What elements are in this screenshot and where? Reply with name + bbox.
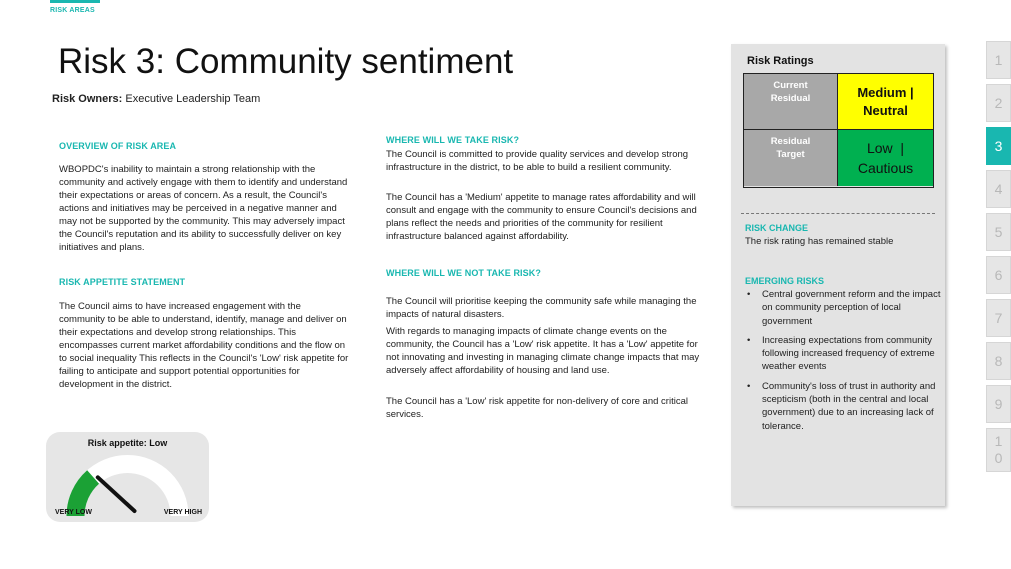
take-risk-paragraph-2: The Council has a 'Medium' appetite to manage rates affordability and will consult and engage with the community to ensure Council's decisions and plans reflect the needs and priorities of the community for resilient infrastructure balanced against affordability. <box>386 192 697 242</box>
appetite-text: The Council aims to have increased engagement with the community to be able to understand, identify, manage and deliver on their expectations and develop strong relationships. This encompasses current market affordability conditions and the flow on to social inequality This reflects in the Council's 'Low' risk appetite for failing to anticipate and support potential opportunities for development in the district. <box>59 301 349 390</box>
nav-tab-5[interactable]: 5 <box>986 213 1011 251</box>
nav-tab-3[interactable]: 3 <box>986 127 1011 165</box>
list-item: • Central government reform and the impact on community perception of local government <box>745 288 941 328</box>
residual-target-value: Low | Cautious <box>838 130 933 186</box>
risk-owners-label: Risk Owners: <box>52 93 123 105</box>
emerging-risks-heading: EMERGING RISKS <box>745 276 825 286</box>
top-accent-bar <box>50 0 100 3</box>
not-take-risk-paragraph-1: The Council will prioritise keeping the community safe while managing the impacts of natural disasters. <box>386 296 697 320</box>
nav-tab-8[interactable]: 8 <box>986 342 1011 380</box>
risk-appetite-gauge <box>46 432 209 522</box>
emerging-risks-list <box>745 288 941 439</box>
not-take-risk-paragraph-3: The Council has a 'Low' risk appetite for non-delivery of core and critical services. <box>386 396 688 420</box>
risk-change-text: The risk rating has remained stable <box>745 236 894 247</box>
nav-tab-7[interactable]: 7 <box>986 299 1011 337</box>
risk-ratings-grid <box>743 73 934 188</box>
take-risk-heading: WHERE WILL WE TAKE RISK? <box>386 135 520 145</box>
overview-text: WBOPDC's inability to maintain a strong relationship with the community and actively engage with them to identify and understand their expectations or areas of concern. As a result, the Council's actions and initiatives may be perceived in a negative manner and may not be supported by the community. This may adversely impact the Council's reputation and its ability to successfully deliver on key initiatives and plans. <box>59 164 348 253</box>
nav-tab-4[interactable]: 4 <box>986 170 1011 208</box>
not-take-risk-paragraph-2: With regards to managing impacts of climate change events on the community, the Council has a 'Low' risk appetite. It has a 'Low' appetite for not innovating and investing in managing climate change impacts that may adversely affect affordability of housing and land use. <box>386 326 700 376</box>
gauge-label: Risk appetite: Low <box>87 438 168 448</box>
gauge-needle <box>98 477 135 511</box>
nav-tab-1[interactable]: 1 <box>986 41 1011 79</box>
not-take-risk-heading: WHERE WILL WE NOT TAKE RISK? <box>386 268 541 278</box>
risk-change-heading: RISK CHANGE <box>745 223 809 233</box>
section-tag: RISK AREAS <box>50 7 95 14</box>
current-residual-value: Medium | Neutral <box>838 74 933 130</box>
nav-tab-2[interactable]: 2 <box>986 84 1011 122</box>
gauge-min-label: VERY LOW <box>55 509 92 516</box>
nav-tab-6[interactable]: 6 <box>986 256 1011 294</box>
risk-ratings-title: Risk Ratings <box>747 55 814 67</box>
page-title: Risk 3: Community sentiment <box>58 42 514 81</box>
overview-heading: OVERVIEW OF RISK AREA <box>59 141 177 151</box>
nav-tab-9[interactable]: 9 <box>986 385 1011 423</box>
risk-owners-value: Executive Leadership Team <box>125 93 261 105</box>
nav-tab-10[interactable]: 10 <box>986 428 1011 472</box>
residual-target-label: Residual Target <box>744 130 838 186</box>
panel-divider <box>741 213 935 214</box>
take-risk-paragraph-1: The Council is committed to provide quality services and develop strong infrastructure in the district, to be able to build a resilient community. <box>386 149 689 173</box>
list-item: • Increasing expectations from community following increased frequency of extreme weather events <box>745 334 941 374</box>
appetite-heading: RISK APPETITE STATEMENT <box>59 277 186 287</box>
current-residual-label: Current Residual <box>744 74 838 130</box>
risk-ratings-panel <box>731 44 945 506</box>
risk-owners <box>52 93 260 105</box>
gauge-max-label: VERY HIGH <box>163 509 202 516</box>
list-item: • Community's loss of trust in authority and scepticism (both in the central and local government) due to an increasing lack of tolerance. <box>745 380 941 433</box>
